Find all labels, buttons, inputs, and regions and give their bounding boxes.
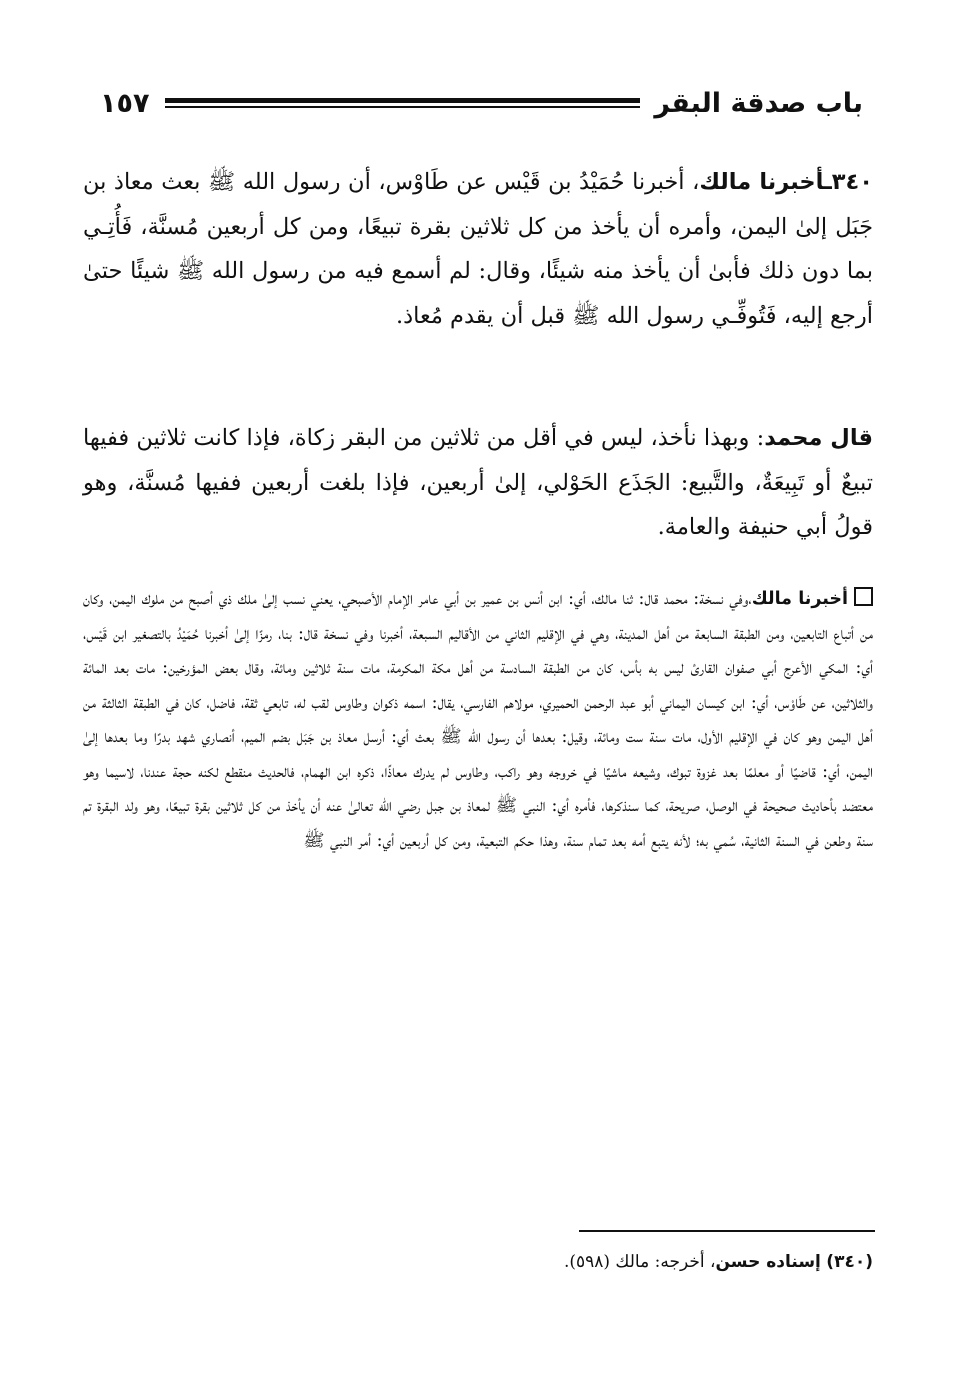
page-number: ١٥٧	[100, 87, 150, 119]
footnote-divider	[579, 1230, 875, 1232]
footnote-number: (٣٤٠)	[826, 1252, 873, 1272]
qala-lead: قال محمد	[764, 425, 874, 451]
qala-text: : وبهذا نأخذ، ليس في أقل من ثلاثين من البقر زكاة، فإذا كانت ثلاثين ففيها تبيعٌ أو تَبِيعَةٌ، والتَّبيع: الجَذَع الحَوْلي، إلىٰ أربعين، فإذا بلغت أربعين ففيها مُسنَّة، وهو قولُ أبي حنيفة والعامة.	[83, 425, 873, 540]
commentary-paragraph	[83, 582, 873, 858]
footnote	[564, 1252, 873, 1272]
hadith-paragraph	[83, 160, 873, 338]
footnote-label: إسناده حسن	[715, 1252, 821, 1272]
header-rule	[165, 98, 640, 108]
author-comment-paragraph	[83, 416, 873, 550]
box-marker-icon	[854, 587, 873, 606]
hadith-isnad-lead: أخبرنا مالك	[699, 169, 825, 195]
commentary-text: ،وفي نسخة: محمد قال: ثنا مالك، أي: ابن أنس بن عمير بن أبي عامر الإمام الأصبحي، يعني نسب إلىٰ ملك ذي أصبح من ملوك اليمن، وكان من أتباع التابعين، ومن الطبقة السابعة من أهل المدينة، وهي في الإقليم الثاني من الأقاليم السبعة، أخبرنا وفي نسخة قال: بنا، رمزًا إلىٰ أخبرنا حُمَيْدُ بالتصغير ابن قَيْس، أي: المكي الأعرج أبي صفوان القارئ ليس به بأس، كان من الطبقة السادسة من أهل مكة المكرمة، مات سنة ثلاثين ومائة، وقال بعض المؤرخين: مات بعد المائة والثلاثين، عن طَاوْس، أي: ابن كيسان اليماني أبو عبد الرحمن الحميري، مولاهم الفارسي، يقال: اسمه ذكوان وطاوس لقب له، تابعي ثقة، فاضل، كان في الطبقة الثالثة من أهل اليمن وهو كان في الإقليم الأول، مات سنة ست ومائة، وقيل: بعدها أن رسول الله ﷺ بعث أي: أرسل معاذ بن جَبَل بضم الميم، أنصاري شهد بدرًا وما بعدها إلىٰ اليمن، أي: قاضيًا أو معلمًا بعد غزوة تبوك، وشيعه ماشيًا في خروجه وهو راكب، وطاوس لم يدرك معاذًا، ذكره ابن الهمام، فالحديث منقطع لكنه حجة عندنا، لاسيما وهو معتضد بأحاديث صحيحة في الوصل، صريحة، كما سنذكرها، فأمره أي: النبي ﷺ لمعاذ بن جبل رضي الله تعالىٰ عنه أن يأخذ من كل ثلاثين بقرة تبيعًا، وهو ولد البقرة تم سنة وطعن في السنة الثانية، سُمي به؛ لأنه يتبع أمه بعد تمام سنة، وهذا حكم التبعية، ومن كل أربعين أي: أمر النبي ﷺ	[83, 589, 873, 851]
footnote-text: ، أخرجه: مالك (٥٩٨).	[563, 1252, 716, 1272]
hadith-text: ، أخبرنا حُمَيْدُ بن قَيْس عن طَاوْس، أن رسول الله ﷺ بعث معاذ بن جَبَل إلىٰ اليمن، وأمره أن يأخذ من كل ثلاثين بقرة تبيعًا، ومن كل أربعين مُسنَّة، فَأُتِـي بما دون ذلك فأبىٰ أن يأخذ منه شيئًا، وقال: لم أسمع فيه من رسول الله ﷺ شيئًا حتىٰ أرجع إليه، فَتُوفِّـي رسول الله ﷺ قبل أن يقدم مُعاذ.	[83, 169, 873, 329]
commentary-lead: أخبرنا مالك	[751, 589, 848, 609]
page-header	[100, 78, 863, 128]
hadith-number: ٣٤٠ـ	[824, 169, 873, 195]
chapter-title: باب صدقة البقر	[654, 87, 863, 119]
